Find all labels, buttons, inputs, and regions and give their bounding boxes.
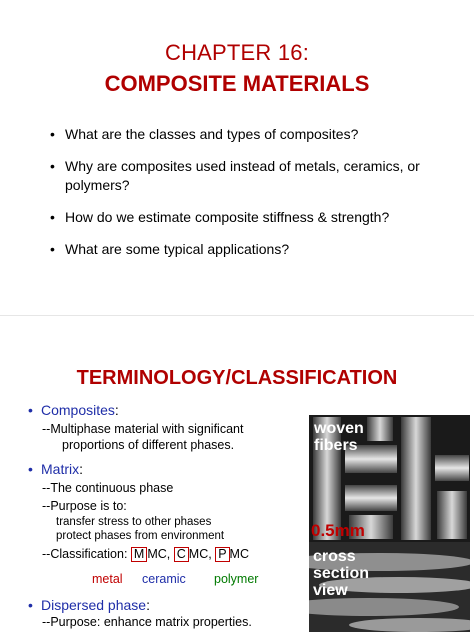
list-item [50,240,470,259]
scale-label: 0.5mm [311,521,365,540]
bullet-icon: • [50,209,55,225]
dispersed-term: Dispersed phase: [41,597,150,613]
composites-label: Composites [41,402,115,418]
dispersed-desc: --Purpose: enhance matrix properties. [42,615,252,629]
bullet-icon: • [50,241,55,257]
mmc-rest: MC, [147,547,171,561]
list-item-text: Why are composites used instead of metals, ceramics, or polymers? [65,158,420,193]
composites-desc-1: --Multiphase material with significant [42,422,244,436]
matrix-desc-1: --The continuous phase [42,481,174,495]
photo-caption-woven: woven fibers [314,420,364,454]
matrix-desc-3: transfer stress to other phases [56,516,212,528]
list-item-text: What are the classes and types of composites? [65,126,359,142]
matrix-desc-4: protect phases from environment [56,530,225,542]
bullet-icon: • [28,597,33,613]
chapter-heading: CHAPTER 16: [164,40,310,65]
ceramic-label: ceramic [142,572,186,586]
cmc-rest: MC, [188,547,212,561]
matrix-desc-2: --Purpose is to: [42,499,127,513]
composites-desc-2: proportions of different phases. [62,438,235,452]
photo-caption-cross-section: cross section view [313,548,370,599]
slide-title: COMPOSITE MATERIALS [104,71,370,96]
list-item [50,125,470,144]
bullet-icon: • [28,402,33,418]
cmc-initial-box: C [174,547,189,562]
slide-title: TERMINOLOGY/CLASSIFICATION [76,367,398,389]
classification-label: --Classification: [42,547,128,561]
dispersed-label: Dispersed phase [41,597,147,613]
bullet-icon: • [50,126,55,142]
classification-line [42,547,249,562]
pmc-initial-box: P [215,547,229,562]
metal-label: metal [92,572,123,586]
list-item-text: How do we estimate composite stiffness & strength? [65,209,390,225]
pmc-rest: MC [229,547,249,561]
slide-terminology [0,316,474,632]
bullet-icon: • [50,158,55,174]
matrix-term: Matrix: [41,461,84,477]
list-item-text: What are some typical applications? [65,241,290,257]
list-item [50,157,470,195]
matrix-label: Matrix [41,461,80,477]
list-item [50,208,470,227]
bullet-icon: • [28,461,33,477]
mmc-initial-box: M [131,547,147,562]
question-list [50,125,470,272]
polymer-label: polymer [214,572,259,586]
composites-term: Composites: [41,402,119,418]
